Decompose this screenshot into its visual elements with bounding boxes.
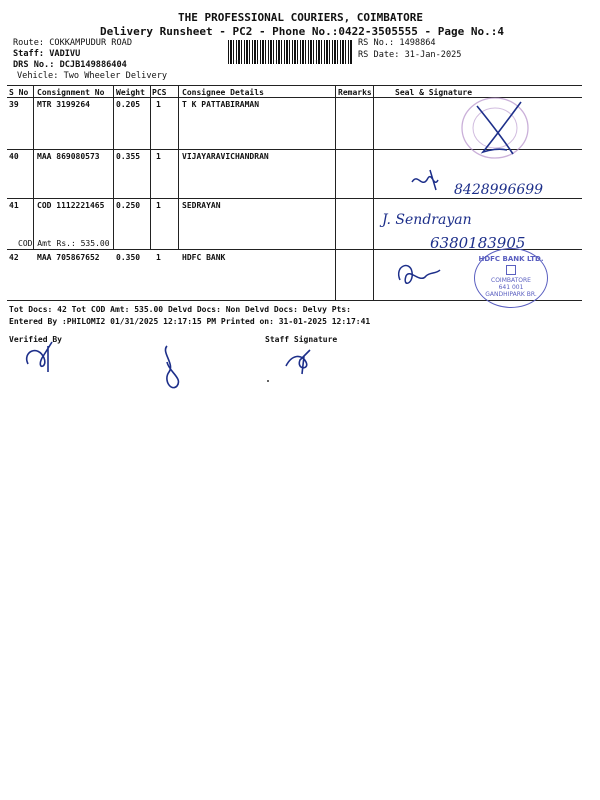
row-consignee: T K PATTABIRAMAN [182, 100, 260, 109]
stamp-text: HDFC BANK LTD. [478, 255, 544, 263]
stamp-text: COIMBATORE [491, 277, 531, 284]
row-weight: 0.205 [116, 100, 141, 109]
hdfc-logo-icon [506, 265, 516, 275]
table-top-border [7, 85, 582, 86]
rs-date: RS Date: 31-Jan-2025 [358, 50, 462, 60]
row-consignee: SEDRAYAN [182, 201, 221, 210]
row-pcs: 1 [156, 253, 161, 262]
row-consignee: VIJAYARAVICHANDRAN [182, 152, 269, 161]
rs-number: RS No.: 1498864 [358, 38, 436, 48]
col-header-sno: S No [9, 88, 29, 97]
row-consignee: HDFC BANK [182, 253, 226, 262]
staff-label: Staff: VADIVU [13, 49, 81, 59]
row-consignment: COD 1112221465 [37, 201, 105, 210]
summary-line: Tot Docs: 42 Tot COD Amt: 535.00 Delvd Docs: Non Delvd Docs: Delvy Pts: [9, 305, 351, 314]
verified-by-label: Verified By [9, 335, 62, 344]
col-header-remarks: Remarks [338, 88, 372, 97]
handwritten-name: J. Sendrayan [382, 212, 472, 228]
handwritten-phone: 8428996699 [454, 182, 544, 198]
row-weight: 0.350 [116, 253, 141, 262]
column-divider [373, 85, 374, 300]
verifier-signature [18, 338, 68, 374]
handwritten-phone: 6380183905 [430, 234, 526, 252]
row-pcs: 1 [156, 201, 161, 210]
ink-dot [267, 380, 269, 382]
row-sno: 40 [9, 152, 19, 161]
row-consignment: MAA 705867652 [37, 253, 100, 262]
row-sno: 41 [9, 201, 19, 210]
barcode [228, 40, 352, 64]
handwritten-signature [408, 168, 448, 192]
row-pcs: 1 [156, 100, 161, 109]
drs-label: DRS No.: DCJB149886404 [13, 60, 127, 70]
column-divider [113, 85, 114, 250]
route-label: Route: COKKAMPUDUR ROAD [13, 38, 132, 48]
column-divider [33, 85, 34, 250]
stamp-text: GANDHIPARK BR. [485, 291, 537, 298]
row-weight: 0.250 [116, 201, 141, 210]
col-header-pcs: PCS [152, 88, 167, 97]
company-title: THE PROFESSIONAL COURIERS, COIMBATORE [178, 11, 424, 24]
staff-signature [282, 346, 322, 376]
runsheet-subtitle: Delivery Runsheet - PC2 - Phone No.:0422-3505555 - Page No.:4 [100, 25, 504, 38]
staff-signature-label: Staff Signature [265, 335, 338, 344]
column-divider [150, 85, 151, 250]
row-divider [7, 198, 582, 199]
row-consignment: MAA 869080573 [37, 152, 100, 161]
handwritten-signature [392, 258, 442, 292]
stamp-text: 641 001 [498, 284, 524, 291]
hdfc-bank-stamp [474, 248, 548, 308]
col-header-weight: Weight [116, 88, 145, 97]
column-divider [335, 85, 336, 300]
row-sno: 42 [9, 253, 19, 262]
col-header-consignee: Consignee Details [182, 88, 264, 97]
row-pcs: 1 [156, 152, 161, 161]
row-consignment: MTR 3199264 [37, 100, 90, 109]
col-header-consignment: Consignment No [37, 88, 105, 97]
row-weight: 0.355 [116, 152, 141, 161]
vehicle-label: Vehicle: Two Wheeler Delivery [17, 71, 168, 81]
round-seal-stamp [455, 92, 545, 164]
row-sno: 39 [9, 100, 19, 109]
handwritten-signature [155, 342, 191, 398]
column-divider [178, 85, 179, 250]
cod-amount-note: COD Amt Rs.: 535.00 [18, 239, 110, 248]
entered-by-line: Entered By :PHILOMI2 01/31/2025 12:17:15 PM Printed on: 31-01-2025 12:17:41 [9, 317, 371, 326]
col-header-seal-signature: Seal & Signature [395, 88, 473, 97]
